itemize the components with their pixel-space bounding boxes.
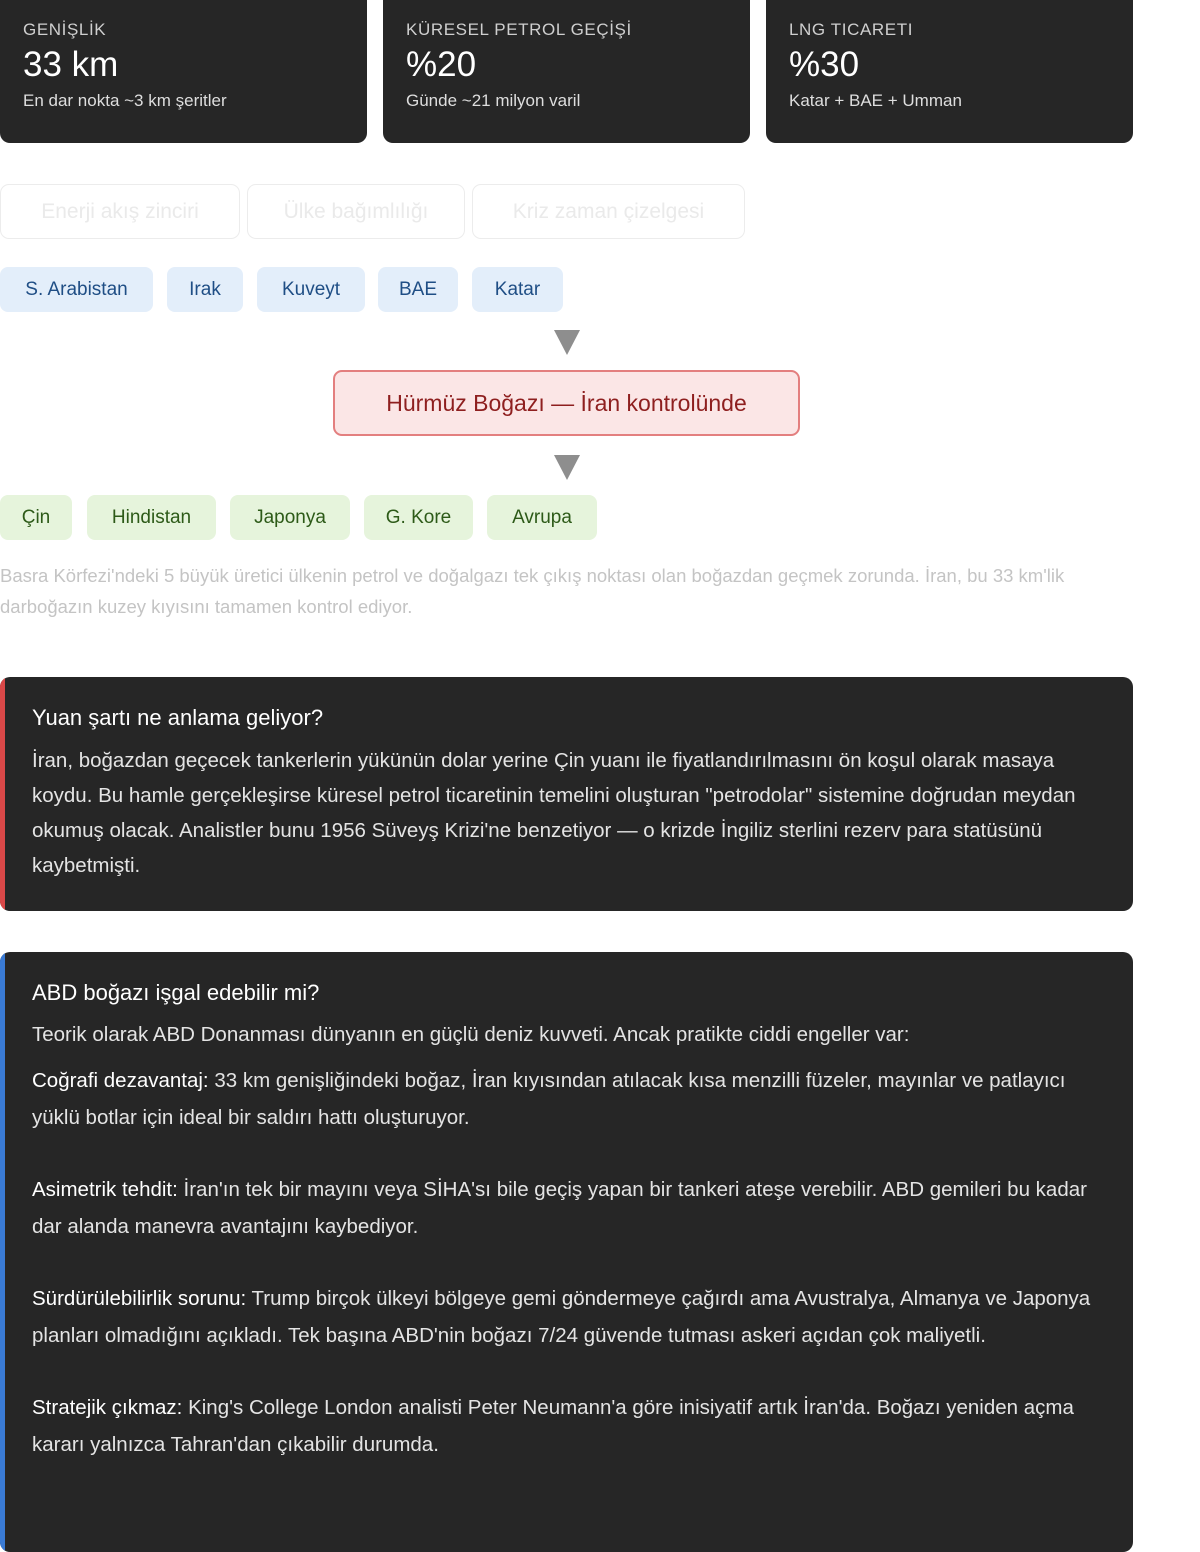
stat-subtext: Günde ~21 milyon varil <box>406 91 581 110</box>
point-strategic <box>32 1389 1107 1463</box>
stat-value: %30 <box>789 45 860 84</box>
us-occupation-info-box <box>0 952 1133 1552</box>
point-heading: Asimetrik tehdit: <box>32 1178 178 1201</box>
arrow-down-icon <box>554 330 580 355</box>
producer-uae: BAE <box>378 267 458 312</box>
stat-label: LNG TICARETI <box>789 20 914 39</box>
consumer-china: Çin <box>0 495 72 540</box>
point-heading: Stratejik çıkmaz: <box>32 1396 183 1419</box>
stat-value: 33 km <box>23 45 119 84</box>
stat-label: KÜRESEL PETROL GEÇİŞİ <box>406 20 632 39</box>
point-sustainability <box>32 1280 1107 1354</box>
yuan-info-box <box>0 677 1133 911</box>
stat-value: %20 <box>406 45 477 84</box>
stat-label: GENİŞLİK <box>23 20 107 39</box>
producer-iraq: Irak <box>167 267 243 312</box>
stat-card-lng-trade <box>766 0 1133 143</box>
point-geographic <box>32 1062 1107 1136</box>
producer-saudi-arabia: S. Arabistan <box>0 267 153 312</box>
consumer-europe: Avrupa <box>487 495 597 540</box>
stat-card-width <box>0 0 367 143</box>
consumer-south-korea: G. Kore <box>364 495 473 540</box>
info-title: ABD boğazı işgal edebilir mi? <box>32 980 320 1005</box>
point-heading: Coğrafi dezavantaj: <box>32 1069 209 1092</box>
point-text: İran'ın tek bir mayını veya SİHA'sı bile geçiş yapan bir tankeri ateşe verebilir. ABD gemileri bu kadar dar alanda manevra avantajını kaybediyor. <box>32 1178 1087 1238</box>
producer-kuwait: Kuveyt <box>257 267 365 312</box>
strait-box: Hürmüz Boğazı — İran kontrolünde <box>333 370 800 436</box>
tab-energy-flow[interactable]: Enerji akış zinciri <box>0 184 240 239</box>
point-text: Trump birçok ülkeyi bölgeye gemi göndermeye çağırdı ama Avustralya, Almanya ve Japonya planları olmadığını açıkladı. Tek başına ABD'nin boğazı 7/24 güvende tutması askeri açıdan çok maliyetli. <box>32 1287 1091 1347</box>
info-title: Yuan şartı ne anlama geliyor? <box>32 705 324 730</box>
stat-subtext: En dar nokta ~3 km şeritler <box>23 91 227 110</box>
consumer-india: Hindistan <box>87 495 216 540</box>
stat-subtext: Katar + BAE + Umman <box>789 91 962 110</box>
point-text: 33 km genişliğindeki boğaz, İran kıyısından atılacak kısa menzilli füzeler, mayınlar ve patlayıcı yüklü botlar için ideal bir saldırı hattı oluşturuyor. <box>32 1069 1066 1129</box>
producer-qatar: Katar <box>472 267 563 312</box>
point-text: King's College London analisti Peter Neumann'a göre inisiyatif artık İran'da. Boğazı yeniden açma kararı yalnızca Tahran'dan çıkabilir durumda. <box>32 1396 1074 1456</box>
arrow-down-icon <box>554 455 580 480</box>
point-heading: Sürdürülebilirlik sorunu: <box>32 1287 247 1310</box>
info-text: İran, boğazdan geçecek tankerlerin yükünün dolar yerine Çin yuanı ile fiyatlandırılmasını ön koşul olarak masaya koydu. Bu hamle gerçekleşirse küresel petrol ticaretinin temelini oluşturan "petrodolar" sistemine doğrudan meydan okumuş olacak. Analistler bunu 1956 Süveyş Krizi'ne benzetiyor — o krizde İngiliz sterlini rezerv para statüsünü kaybetmişti. <box>32 749 1076 877</box>
consumer-japan: Japonya <box>230 495 350 540</box>
info-intro: Teorik olarak ABD Donanması dünyanın en güçlü deniz kuvveti. Ancak pratikte ciddi engeller var: <box>32 1023 910 1046</box>
stat-card-oil-transit <box>383 0 750 143</box>
tab-crisis-timeline[interactable]: Kriz zaman çizelgesi <box>472 184 745 239</box>
point-asymmetric <box>32 1171 1107 1245</box>
flow-caption: Basra Körfezi'ndeki 5 büyük üretici ülkenin petrol ve doğalgazı tek çıkış noktası olan boğazdan geçmek zorunda. İran, bu 33 km'lik darboğazın kuzey kıyısını tamamen kontrol ediyor. <box>0 565 1065 617</box>
tab-country-dependency[interactable]: Ülke bağımlılığı <box>247 184 465 239</box>
